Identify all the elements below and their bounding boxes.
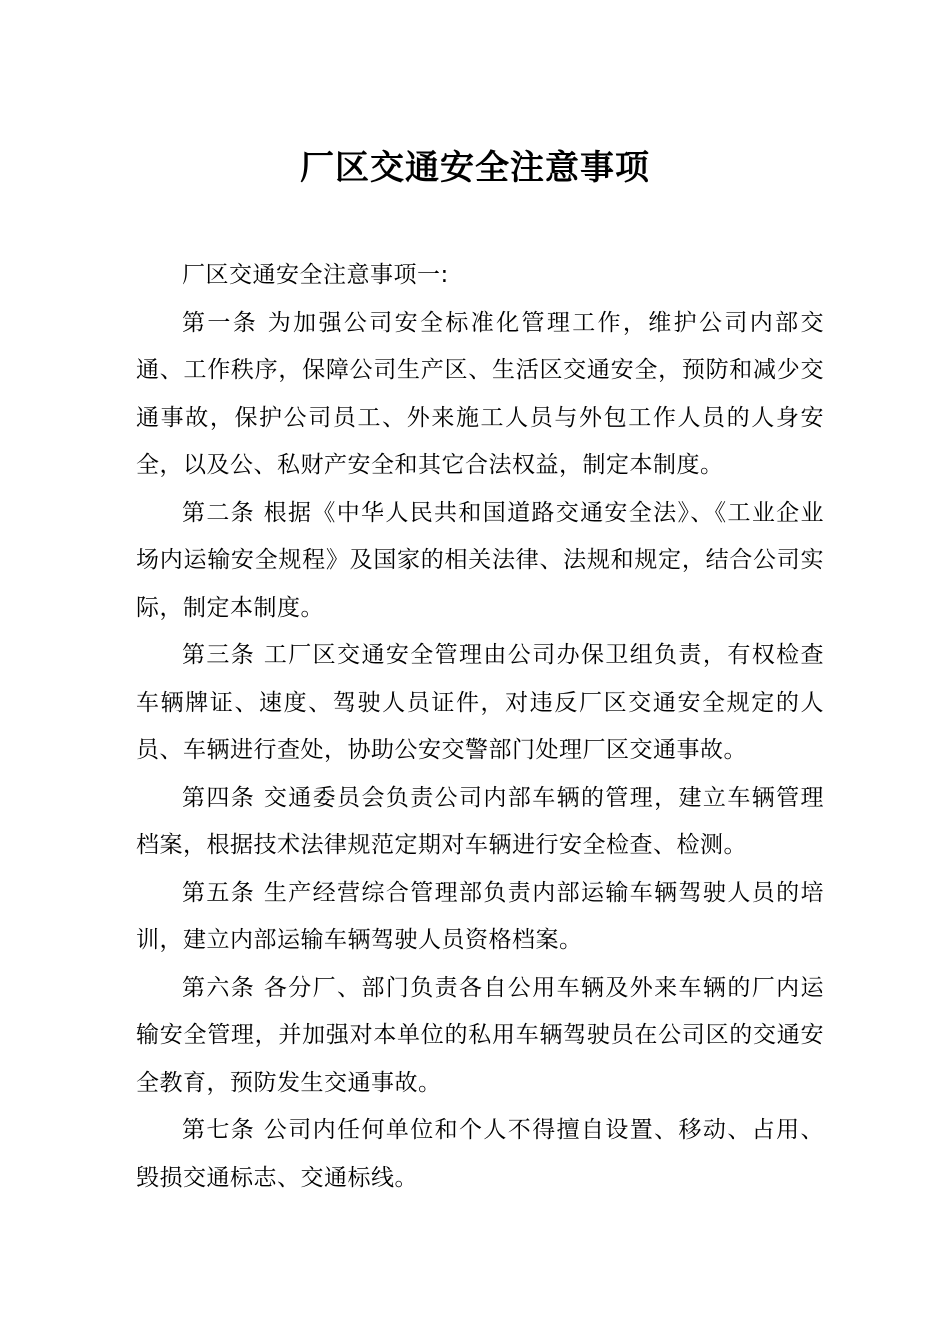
article-6: 第六条 各分厂、部门负责各自公用车辆及外来车辆的厂内运输安全管理，并加强对本单位的私用车辆驾驶员在公司区的交通安全教育，预防发生交通事故。 bbox=[136, 974, 824, 1096]
article-7: 第七条 公司内任何单位和个人不得擅自设置、移动、占用、毁损交通标志、交通标线。 bbox=[136, 1117, 824, 1191]
document-body bbox=[136, 252, 824, 1202]
article-4: 第四条 交通委员会负责公司内部车辆的管理，建立车辆管理档案，根据技术法律规范定期对车辆进行安全检查、检测。 bbox=[136, 784, 824, 858]
article-5: 第五条 生产经营综合管理部负责内部运输车辆驾驶人员的培训，建立内部运输车辆驾驶人员资格档案。 bbox=[136, 879, 824, 953]
document-title: 厂区交通安全注意事项 bbox=[300, 148, 650, 188]
article-1: 第一条 为加强公司安全标准化管理工作，维护公司内部交通、工作秩序，保障公司生产区、生活区交通安全，预防和减少交通事故，保护公司员工、外来施工人员与外包工作人员的人身安全，以及公、私财产安全和其它合法权益，制定本制度。 bbox=[136, 309, 824, 478]
section-heading: 厂区交通安全注意事项一: bbox=[182, 262, 449, 288]
article-3: 第三条 工厂区交通安全管理由公司办保卫组负责，有权检查车辆牌证、速度、驾驶人员证件，对违反厂区交通安全规定的人员、车辆进行查处，协助公安交警部门处理厂区交通事故。 bbox=[136, 642, 824, 763]
article-2: 第二条 根据《中华人民共和国道路交通安全法》、《工业企业场内运输安全规程》及国家的相关法律、法规和规定，结合公司实际，制定本制度。 bbox=[136, 499, 824, 621]
